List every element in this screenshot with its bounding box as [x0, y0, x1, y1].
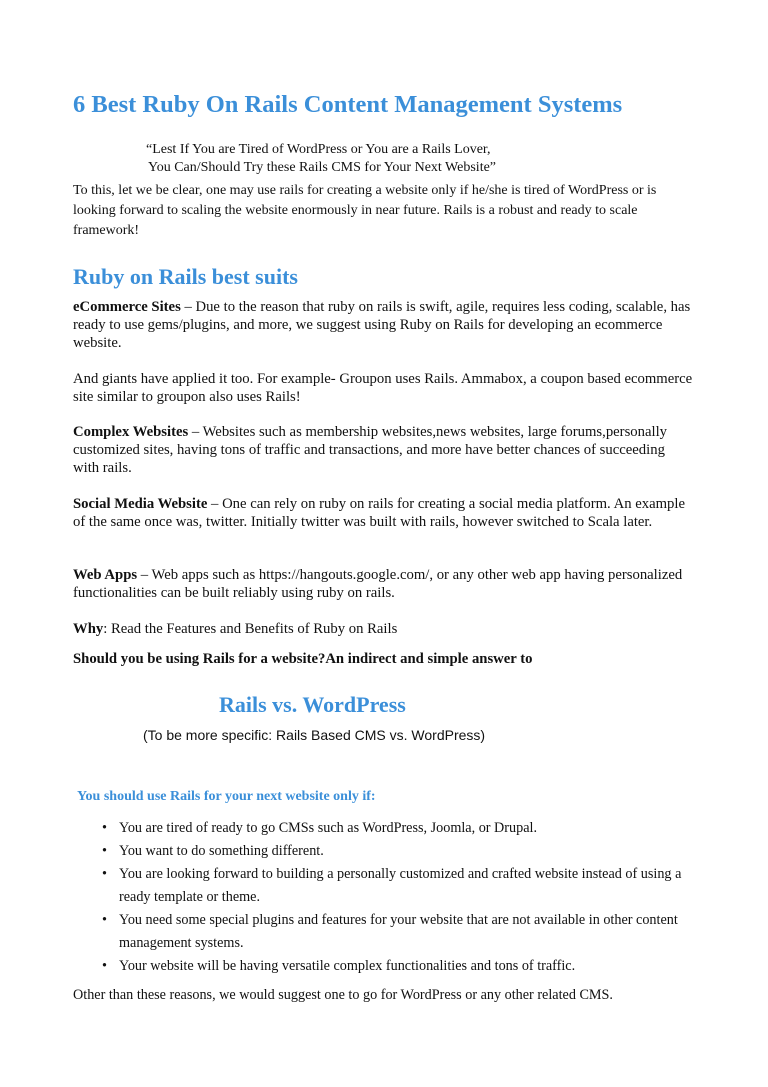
ecommerce-paragraph [73, 298, 693, 352]
versus-subtitle: (To be more specific: Rails Based CMS vs. WordPress) [143, 727, 486, 743]
webapps-label: Web Apps [73, 567, 138, 583]
complex-websites-paragraph [73, 423, 693, 477]
bullet-icon: • [102, 820, 107, 836]
ecommerce-label: eCommerce Sites [73, 299, 181, 315]
complex-label: Complex Websites [73, 424, 189, 440]
section-heading-best-suits: Ruby on Rails best suits [73, 264, 298, 289]
ecommerce-text: – Due to the reason that ruby on rails is swift, agile, requires less coding, scalable, has ready to use gems/plugins, and more, we suggest using Ruby on Rails for developing an ecommerce website. [73, 299, 691, 351]
list-item: • Your website will be having versatile complex functionalities and tons of traffic. [100, 955, 700, 978]
social-media-paragraph [73, 495, 693, 531]
tagline-line-1: “Lest If You are Tired of WordPress or You are a Rails Lover, [146, 142, 491, 157]
tagline-quote [146, 141, 496, 177]
list-item: • You are looking forward to building a personally customized and crafted website instead of using a ready template or theme. [100, 863, 700, 909]
bullet-icon: • [102, 843, 107, 859]
use-rails-if-heading: You should use Rails for your next website only if: [77, 789, 376, 804]
intro-paragraph: To this, let we be clear, one may use rails for creating a website only if he/she is tired of WordPress or is looking forward to scaling the website enormously in near future. Rails is a robust and ready to scale framework! [73, 183, 657, 238]
page-title: 6 Best Ruby On Rails Content Management Systems [73, 91, 623, 118]
bullet-icon: • [102, 912, 107, 928]
social-text: – One can rely on ruby on rails for creating a social media platform. An example of the same once was, twitter. Initially twitter was built with rails, however switched to Scala later. [73, 496, 685, 530]
list-item: • You want to do something different. [100, 840, 700, 863]
list-item: • You need some special plugins and features for your website that are not available in other content management systems. [100, 909, 700, 955]
bullet-icon: • [102, 866, 107, 882]
closing-paragraph: Other than these reasons, we would suggest one to go for WordPress or any other related CMS. [73, 987, 613, 1003]
why-text: : Read the Features and Benefits of Ruby on Rails [103, 621, 398, 637]
why-paragraph [73, 620, 693, 638]
social-label: Social Media Website [73, 496, 208, 512]
tagline-line-2: You Can/Should Try these Rails CMS for Your Next Website” [148, 160, 497, 175]
why-label: Why [73, 621, 104, 637]
webapps-text: – Web apps such as https://hangouts.google.com/, or any other web app having personalized functionalities can be built reliably using ruby on rails. [73, 567, 683, 601]
reasons-list [100, 817, 700, 978]
section-heading-rails-vs-wordpress: Rails vs. WordPress [219, 692, 406, 717]
web-apps-paragraph [73, 566, 693, 602]
should-use-rails-question: Should you be using Rails for a website?An indirect and simple answer to [73, 651, 533, 667]
complex-text: – Websites such as membership websites,news websites, large forums,personally customized sites, having tons of traffic and transactions, and more have better chances of succeeding with rails. [73, 424, 667, 476]
list-item: • You are tired of ready to go CMSs such as WordPress, Joomla, or Drupal. [100, 817, 700, 840]
giants-paragraph: And giants have applied it too. For example- Groupon uses Rails. Ammabox, a coupon based ecommerce site similar to groupon also uses Rails! [73, 371, 693, 405]
bullet-icon: • [102, 958, 107, 974]
